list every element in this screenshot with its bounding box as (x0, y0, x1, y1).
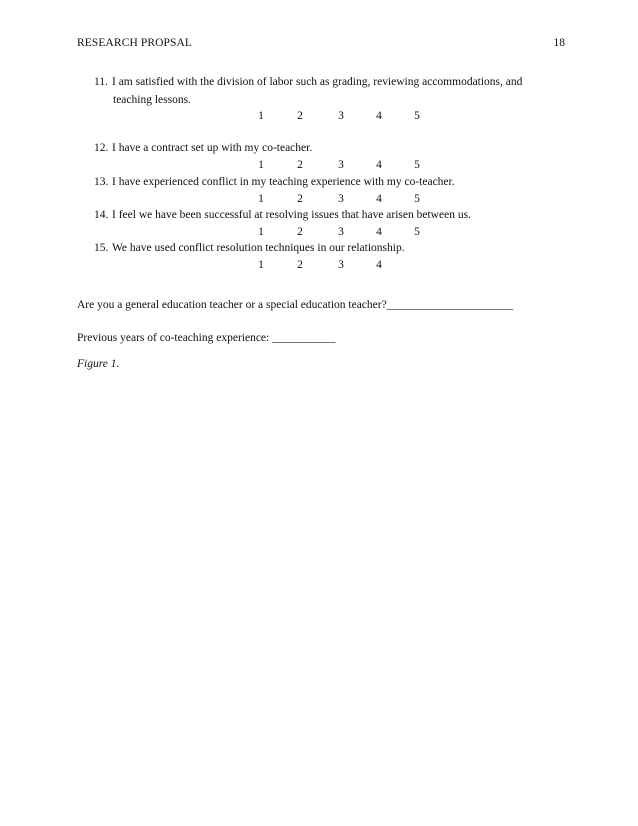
survey-item-14 (94, 209, 564, 221)
item-text: I have a contract set up with my co-teacher. (112, 142, 313, 154)
figure-caption: Figure 1. (77, 358, 120, 370)
item-number: 14. (94, 209, 109, 221)
rating-option[interactable]: 5 (414, 110, 420, 122)
running-head: RESEARCH PROPSAL (77, 37, 193, 49)
survey-item-12 (94, 142, 564, 154)
rating-option[interactable]: 4 (376, 159, 382, 171)
rating-option[interactable]: 3 (338, 259, 344, 271)
rating-option[interactable]: 4 (376, 110, 382, 122)
experience-question[interactable]: Previous years of co-teaching experience: ___________ (77, 332, 336, 344)
rating-option[interactable]: 1 (258, 226, 264, 238)
item-text: We have used conflict resolution techniques in our relationship. (112, 242, 405, 254)
rating-option[interactable]: 2 (297, 159, 303, 171)
rating-option[interactable]: 1 (258, 259, 264, 271)
teacher-type-question[interactable]: Are you a general education teacher or a special education teacher?______________________ (77, 299, 514, 311)
item-number: 13. (94, 176, 109, 188)
rating-option[interactable]: 4 (376, 259, 382, 271)
item-number: 15. (94, 242, 109, 254)
rating-option[interactable]: 4 (376, 226, 382, 238)
rating-option[interactable]: 1 (258, 110, 264, 122)
rating-option[interactable]: 5 (414, 159, 420, 171)
rating-option[interactable]: 2 (297, 193, 303, 205)
rating-option[interactable]: 1 (258, 193, 264, 205)
rating-option[interactable]: 4 (376, 193, 382, 205)
item-text-continuation: teaching lessons. (113, 94, 191, 106)
rating-option[interactable]: 5 (414, 193, 420, 205)
rating-option[interactable]: 3 (338, 110, 344, 122)
item-text: I have experienced conflict in my teaching experience with my co-teacher. (112, 176, 455, 188)
item-text: I feel we have been successful at resolving issues that have arisen between us. (112, 209, 471, 221)
rating-option[interactable]: 3 (338, 226, 344, 238)
survey-item-11 (94, 76, 564, 88)
rating-option[interactable]: 5 (414, 226, 420, 238)
rating-option[interactable]: 1 (258, 159, 264, 171)
item-number: 12. (94, 142, 109, 154)
rating-option[interactable]: 3 (338, 193, 344, 205)
rating-option[interactable]: 2 (297, 259, 303, 271)
item-number: 11. (94, 76, 108, 88)
survey-item-13 (94, 176, 564, 188)
item-text: I am satisfied with the division of labor such as grading, reviewing accommodations, and (112, 76, 523, 88)
rating-option[interactable]: 2 (297, 226, 303, 238)
rating-option[interactable]: 3 (338, 159, 344, 171)
page-number: 18 (553, 37, 565, 49)
rating-option[interactable]: 2 (297, 110, 303, 122)
survey-item-15 (94, 242, 564, 254)
